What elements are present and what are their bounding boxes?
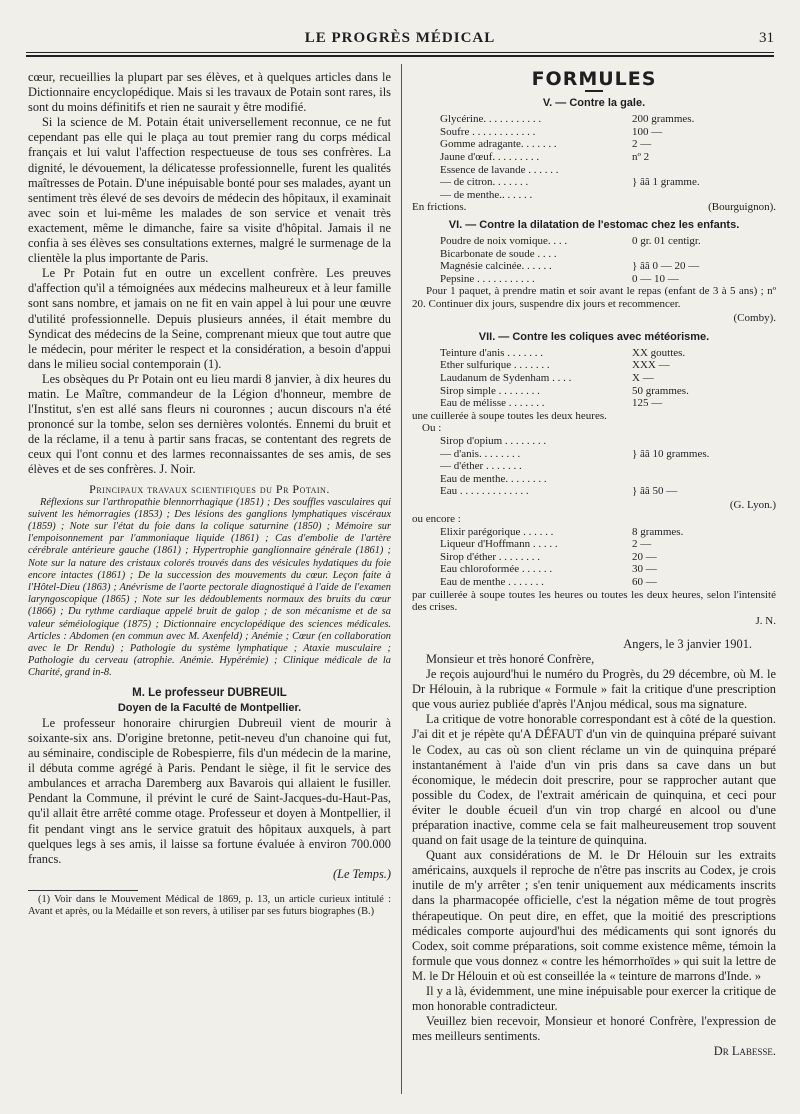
ingredient-quantity: } ââ 50 — [632, 485, 678, 498]
ingredient-name: Gomme adragante. . . . . . . [440, 138, 557, 151]
works-title: Principaux travaux scientifiques du Pr Potain. [89, 481, 330, 496]
ingredient-row [440, 576, 776, 589]
formula-note: une cuillerée à soupe toutes les deux heures. [412, 409, 607, 422]
ingredient-quantity: XX gouttes. [632, 346, 686, 359]
ingredient-quantity [632, 435, 776, 448]
ingredient-name: — de menthe.. . . . . . [440, 188, 533, 201]
ingredient-quantity: X — [632, 371, 654, 384]
letter-paragraph: La critique de votre honorable correspondant est à côté de la question. J'ai dit et je répète qu'A DÉFAUT d'un vin de quinquina préparé suivant le Codex, au cas où son client réclame un vin de quinquina préparé instantanément à l'aide d'un vin pris dans sa cave dans un but économique, le médecin doit prescrire, pour se rapprocher autant que possible du Codex, de l'extrait américain de quinquina, et ceci pour éviter le double écueil d'un vin trop chargé en alcool ou d'une préparation inactive, comme cela se fait malheureusement trop souvent quand on fait usage de la teinture de quinquina. [412, 712, 776, 848]
ingredient-list [440, 113, 776, 201]
ingredient-row [440, 526, 776, 539]
obituary-title: M. Le professeur DUBREUIL [132, 686, 287, 699]
ingredient-name: Bicarbonate de soude . . . . [440, 247, 557, 260]
formula-author: J. N. [755, 614, 776, 627]
ingredient-row [440, 189, 776, 202]
ingredient-name: Glycérine. . . . . . . . . . . [440, 113, 542, 126]
formula-note: En frictions. [412, 201, 467, 214]
ingredient-quantity: 60 — [632, 575, 657, 588]
page-number: 31 [759, 30, 774, 46]
ingredient-quantity: 200 grammes. [632, 113, 695, 126]
column-divider [401, 64, 402, 1094]
footnote-rule [28, 890, 138, 891]
ingredient-quantity: 20 — [632, 550, 657, 563]
ingredient-name: Sirop d'opium . . . . . . . . [440, 434, 547, 447]
ingredient-row [440, 151, 776, 164]
ingredient-row [440, 235, 776, 248]
letter-paragraph: Je reçois aujourd'hui le numéro du Progrès, du 29 décembre, où M. le Dr Hélouin, à la rubrique « Formule » fait la critique d'une prescription que vous auriez publiée d'après l'Anjou médical, sous ma signature. [412, 667, 776, 712]
ingredient-name: — de citron. . . . . . . [440, 176, 529, 189]
letter-signature: Dr Labesse. [713, 1044, 776, 1059]
ingredient-row [440, 538, 776, 551]
ingredient-name: Ether sulfurique . . . . . . . [440, 359, 550, 372]
letter-date: Angers, le 3 janvier 1901. [623, 636, 752, 651]
ingredient-quantity [632, 248, 776, 261]
letter-paragraph: Il y a là, évidemment, une mine inépuisable pour exercer la critique de mon honorable contradicteur. [412, 984, 776, 1014]
ingredient-name: Eau de mélisse . . . . . . . [440, 397, 545, 410]
formula-heading: VII. — Contre les coliques avec météorisme. [478, 330, 710, 343]
ingredient-row [440, 551, 776, 564]
ingredient-row [440, 273, 776, 286]
ingredient-row [440, 113, 776, 126]
ingredient-name: Elixir parégorique . . . . . . [440, 525, 554, 538]
left-column [28, 70, 391, 918]
ingredient-quantity [632, 473, 776, 486]
header-rule [26, 52, 774, 53]
ingredient-row [440, 385, 776, 398]
paragraph: Le Pr Potain fut en outre un excellent confrère. Les preuves d'affection qu'il a témoignées aux médecins malheureux et à leur famille sont sans nombre, et jamais on ne fit en vain appel à lui pour une œuvre d'utilité professionnelle. Depuis plusieurs années, il était membre du Syndicat des médecins de la Seine, comprenant mieux que tout autre que le médecin, pour mériter le respect et la considération, a besoin d'appui dans le milieu social contemporain (1). [28, 266, 391, 371]
ingredient-name: — d'anis. . . . . . . . [440, 447, 521, 460]
paragraph: Les obsèques du Pr Potain ont eu lieu mardi 8 janvier, à dix heures du matin. Le Maître, commandeur de la Légion d'honneur, membre de l'Institut, s'en est allé sans fleurs ni couronnes ; aucun discours n'a été prononcé sur la tombe, selon ses dernières volontés. Ennemi du bruit et de la réclame, il a tenu à partir sans fracas, se contentant des regrets de ceux qui l'ont connu et des larmes reconnaissantes de ses amis, de ses élèves et de ses confrères. J. Noir. [28, 371, 391, 477]
works-list: Réflexions sur l'arthropathie blennorrhagique (1851) ; Des souffles vasculaires qui suivent les hémorragies (1853) ; Des lésions des ganglions lymphatiques viscéraux (1859) ; Note sur l'état du foie dans la colique saturnine (1850) ; Mémoire sur l'empoisonnement par l'ammoniaque liquide (1861) ; Cas d'embolie de l'artère cérébrale antérieure gauche (1861) ; Hypertrophie ganglionnaire générale (1861) ; Note sur la nature des cristaux colorés trouvés dans des vésicules hydatiques du foie encore intactes (1861) ; De la succession des mouvements du cœur. Leçon faite à l'Hôtel-Dieu (1863) ; Anévrisme de l'aorte pectorale diagnostiqué à l'aide de l'examen laryngoscopique (1865) ; Note sur les dédoublements normaux des bruits du cœur (1866) ; Du rythme cardiaque appelé bruit de galop ; de son mécanisme et de sa valeur séméiologique (1875) ; Dictionnaire encyclopédique des sciences médicales. Articles : Abdomen (en commun avec M. Axenfeld) ; Anémie ; Cœur (en collaboration avec le Dr Rendu) ; Pathologie du système lymphatique ; Ataxie musculaire ; Pathologie du cerveau (atrophie. Anémie. Hypérémie) ; Clinique médicale de la Charité, grand in-8. [28, 496, 391, 679]
formula-alt: ou encore : [412, 513, 461, 525]
ingredient-quantity: 100 — [632, 125, 663, 138]
formula-heading: V. — Contre la gale. [542, 97, 646, 110]
header-rule-thick [26, 55, 774, 57]
ingredient-row [440, 372, 776, 385]
page-header [26, 30, 774, 50]
ingredient-name: Eau de menthe. . . . . . . . [440, 472, 547, 485]
formula-note: Pour 1 paquet, à prendre matin et soir avant le repas (enfant de 3 à 5 ans) ; nº 20. Continuer dix jours, suspendre dix jours et recommencer. [412, 285, 776, 310]
ingredient-name: Pepsine . . . . . . . . . . . [440, 272, 535, 285]
right-column [412, 70, 776, 1059]
ingredient-quantity: XXX — [632, 359, 670, 372]
ingredient-quantity [632, 189, 776, 202]
ingredient-row [440, 164, 776, 177]
obituary-text: Le professeur honoraire chirurgien Dubreuil vient de mourir à soixante-six ans. D'origine bretonne, petit-neveu d'un chanoine qui fut, au séminaire, condisciple de Robespierre, fils d'un médecin de la marine, il débuta comme agrégé à Paris. Pendant le siège, il fit le service des ambulances et arracha Daremberg aux Bavarois qui allaient le fusiller. Pendant la Commune, il prévint le curé de Saint-Jacques-du-Haut-Pas, qu'il allait être arrêté comme otage. Professeur et doyen à Montpellier, il fit pendant vingt ans le service gratuit des hôpitaux auxquels, à part quelques legs à ses amis, il laisse sa fortune évaluée à environ 700.000 francs. [28, 715, 391, 866]
ingredient-quantity [632, 460, 776, 473]
ingredient-quantity: 0 gr. 01 centigr. [632, 235, 701, 248]
ingredient-quantity: 2 — [632, 538, 652, 551]
ingredient-row [440, 397, 776, 410]
ingredient-quantity [632, 164, 776, 177]
ingredient-quantity: nº 2 [632, 150, 650, 163]
letter-paragraph: Veuillez bien recevoir, Monsieur et honoré Confrère, l'expression de mes meilleurs sentiments. [412, 1014, 776, 1044]
ingredient-list [440, 435, 776, 498]
ingredient-name: Poudre de noix vomique. . . . [440, 235, 568, 248]
ingredient-row [440, 126, 776, 139]
ingredient-row [440, 359, 776, 372]
letter-salutation: Monsieur et très honoré Confrère, [426, 651, 595, 666]
footnote: (1) Voir dans le Mouvement Médical de 1869, p. 13, un article curieux intitulé : Avant et après, ou la Médaille et son revers, à utiliser par ses futurs biographes (B.) [28, 893, 391, 917]
ingredient-list [440, 235, 776, 285]
formula-heading: VI. — Contre la dilatation de l'estomac chez les enfants. [448, 218, 740, 231]
ingredient-name: Sirop simple . . . . . . . . [440, 384, 540, 397]
ingredient-name: Jaune d'œuf. . . . . . . . . [440, 150, 540, 163]
ingredient-row [440, 473, 776, 486]
ingredient-row [440, 260, 776, 273]
ingredient-row [440, 138, 776, 151]
ingredient-name: Soufre . . . . . . . . . . . . [440, 125, 536, 138]
ingredient-name: — d'éther . . . . . . . [440, 460, 522, 473]
ingredient-row [440, 347, 776, 360]
ingredient-list [440, 526, 776, 589]
obituary-subtitle: Doyen de la Faculté de Montpellier. [117, 701, 302, 714]
ingredient-list [440, 347, 776, 410]
ingredient-row [440, 563, 776, 576]
ingredient-name: Magnésie calcinée. . . . . . [440, 260, 552, 273]
ingredient-quantity: 50 grammes. [632, 384, 689, 397]
paragraph: Si la science de M. Potain était universellement reconnue, ce ne fut cependant pas elle qui le plaça au tout premier rang du corps médical français et lui valut l'affection respectueuse de tous ses confrères. La dignité, le dévouement, la délicatesse professionnelle, furent les qualités maîtresses de Potain. D'une inépuisable bonté pour ses malades, ayant un sentiment très élevé de ses devoirs de médecin des hôpitaux, il examinait avec soin et lui-même les malades de son service et venait très exactement, même le dimanche, faire sa visite d'hôpital. Jamais il ne confia à ses élèves ses consultations externes, malgré le surmenage de la clientèle la plus importante de Paris. [28, 115, 391, 266]
ingredient-name: Eau de menthe . . . . . . . [440, 575, 544, 588]
ingredient-quantity: } ââ 1 gramme. [632, 176, 700, 189]
title-dash [585, 90, 603, 92]
formula-note: par cuillerée à soupe toutes les heures ou toutes les deux heures, selon l'intensité des crises. [412, 588, 776, 614]
ingredient-quantity: } ââ 10 grammes. [632, 447, 710, 460]
ingredient-row [440, 248, 776, 261]
ingredient-row [440, 460, 776, 473]
ingredient-name: Sirop d'éther . . . . . . . . [440, 550, 541, 563]
paragraph: cœur, recueillies la plupart par ses élèves, et à quelques articles dans le Dictionnaire encyclopédique. Mais si les travaux de Potain sont rares, ils sont du moins définitifs et rien ne saurait y être modifié. [28, 70, 391, 115]
ingredient-quantity: } ââ 0 — 20 — [632, 260, 700, 273]
ingredient-quantity: 8 grammes. [632, 525, 684, 538]
ingredient-name: Eau chloroformée . . . . . . [440, 563, 553, 576]
ingredient-quantity: 125 — [632, 397, 663, 410]
ingredient-name: Laudanum de Sydenham . . . . [440, 371, 572, 384]
ingredient-name: Teinture d'anis . . . . . . . [440, 346, 543, 359]
ingredient-row [440, 435, 776, 448]
ingredient-row [440, 485, 776, 498]
ingredient-name: Eau . . . . . . . . . . . . . [440, 485, 529, 498]
ingredient-quantity: 0 — 10 — [632, 272, 679, 285]
ingredient-row [440, 448, 776, 461]
formula-author: (Bourguignon). [708, 201, 776, 214]
formula-alt: Ou : [422, 422, 442, 435]
obituary-source: (Le Temps.) [332, 866, 391, 881]
ingredient-name: Essence de lavande . . . . . . [440, 163, 559, 176]
journal-title: LE PROGRÈS MÉDICAL [304, 30, 496, 46]
formules-title: FORMULES [531, 68, 657, 90]
formula-author: (Comby). [733, 311, 776, 324]
letter-paragraph: Quant aux considérations de M. le Dr Hélouin sur les extraits américains, auxquels il reproche de n'être pas inscrits au Codex, je crois inutile de m'y arrêter ; s'en tenir uniquement aux médicaments inscrits dans la pharmacopée officielle, c'est la négation même de tout progrès thérapeutique. On peut dire, en effet, que la moitié des prescriptions médicales comporte aujourd'hui des médicaments qui sont ignorés du Codex, soit comme préparations, soit comme existence même, témoin la formule que vous donnez « contre les hémorrhoïdes » qui suit la lettre de M. le Dr Hélouin et où est conseillée la « teinture de marrons d'Inde. » [412, 848, 776, 983]
ingredient-quantity: 2 — [632, 138, 652, 151]
formula-author: (G. Lyon.) [729, 498, 776, 511]
ingredient-quantity: 30 — [632, 563, 657, 576]
ingredient-name: Liqueur d'Hoffmann . . . . . [440, 538, 558, 551]
ingredient-row [440, 176, 776, 189]
